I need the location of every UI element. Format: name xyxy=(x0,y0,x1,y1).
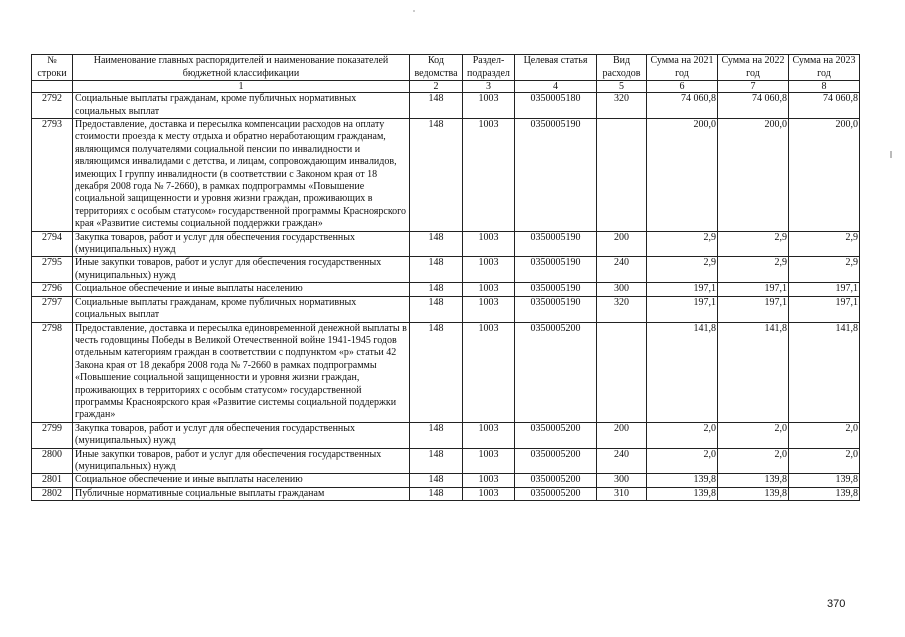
row-razdel: 1003 xyxy=(463,296,515,322)
row-razdel: 1003 xyxy=(463,231,515,257)
row-sum-2021: 139,8 xyxy=(647,474,718,487)
row-sum-2023: 2,9 xyxy=(789,231,860,257)
row-sum-2022: 2,0 xyxy=(718,448,789,474)
row-name: Публичные нормативные социальные выплаты гражданам xyxy=(73,487,410,500)
row-razdel: 1003 xyxy=(463,119,515,232)
row-number: 2794 xyxy=(32,231,73,257)
row-vedomstvo: 148 xyxy=(410,119,463,232)
row-sum-2022: 141,8 xyxy=(718,322,789,422)
row-sum-2021: 2,0 xyxy=(647,448,718,474)
header-vid: Вид расходов xyxy=(597,55,647,81)
row-statya: 0350005190 xyxy=(515,119,597,232)
table-row xyxy=(32,487,860,500)
table-body xyxy=(32,93,860,501)
row-vedomstvo: 148 xyxy=(410,296,463,322)
row-sum-2023: 197,1 xyxy=(789,283,860,296)
row-statya: 0350005200 xyxy=(515,322,597,422)
row-name: Иные закупки товаров, работ и услуг для обеспечения государственных (муниципальных) нужд xyxy=(73,448,410,474)
table-row xyxy=(32,93,860,119)
row-sum-2021: 200,0 xyxy=(647,119,718,232)
row-razdel: 1003 xyxy=(463,448,515,474)
row-statya: 0350005200 xyxy=(515,448,597,474)
table-row xyxy=(32,296,860,322)
row-statya: 0350005200 xyxy=(515,474,597,487)
table-row xyxy=(32,448,860,474)
row-sum-2022: 2,9 xyxy=(718,231,789,257)
table-row xyxy=(32,231,860,257)
row-sum-2021: 197,1 xyxy=(647,283,718,296)
page-number: 370 xyxy=(827,598,846,610)
table-row xyxy=(32,119,860,232)
row-name: Социальное обеспечение и иные выплаты населению xyxy=(73,283,410,296)
row-sum-2023: 2,9 xyxy=(789,257,860,283)
row-vid: 310 xyxy=(597,487,647,500)
column-index: 2 xyxy=(410,81,463,93)
row-razdel: 1003 xyxy=(463,322,515,422)
table-row xyxy=(32,474,860,487)
row-vid: 300 xyxy=(597,474,647,487)
column-index: 1 xyxy=(73,81,410,93)
row-sum-2022: 74 060,8 xyxy=(718,93,789,119)
row-vid: 240 xyxy=(597,448,647,474)
row-vedomstvo: 148 xyxy=(410,231,463,257)
row-number: 2802 xyxy=(32,487,73,500)
row-vedomstvo: 148 xyxy=(410,93,463,119)
row-statya: 0350005190 xyxy=(515,296,597,322)
row-number: 2798 xyxy=(32,322,73,422)
row-vid: 200 xyxy=(597,231,647,257)
row-name: Социальное обеспечение и иные выплаты населению xyxy=(73,474,410,487)
row-sum-2023: 197,1 xyxy=(789,296,860,322)
row-number: 2799 xyxy=(32,422,73,448)
column-index: 6 xyxy=(647,81,718,93)
table-row xyxy=(32,422,860,448)
row-vedomstvo: 148 xyxy=(410,487,463,500)
row-vedomstvo: 148 xyxy=(410,322,463,422)
row-number: 2796 xyxy=(32,283,73,296)
row-razdel: 1003 xyxy=(463,283,515,296)
row-name: Предоставление, доставка и пересылка единовременной денежной выплаты в честь годовщины Победы в Великой Отечественной войне 1941-1945 годов отдельным категориям граждан в соответствии с подпунктом «р» статьи 42 Закона края от 18 декабря 2008 года № 7-2660 в рамках подпрограммы «Повышение социальной защищенности и уровня жизни граждан, проживающих в территориях с особым статусом» государственной программы Красноярского края «Развитие системы социальной поддержки граждан» xyxy=(73,322,410,422)
row-statya: 0350005190 xyxy=(515,283,597,296)
row-vid: 320 xyxy=(597,93,647,119)
row-razdel: 1003 xyxy=(463,487,515,500)
row-sum-2023: 2,0 xyxy=(789,448,860,474)
row-razdel: 1003 xyxy=(463,257,515,283)
budget-table xyxy=(31,54,860,501)
column-index: 4 xyxy=(515,81,597,93)
column-index: 8 xyxy=(789,81,860,93)
header-razdel: Раздел-подраздел xyxy=(463,55,515,81)
row-sum-2023: 200,0 xyxy=(789,119,860,232)
row-vid xyxy=(597,119,647,232)
row-sum-2023: 74 060,8 xyxy=(789,93,860,119)
header-statya: Целевая статья xyxy=(515,55,597,81)
table-row xyxy=(32,283,860,296)
row-statya: 0350005200 xyxy=(515,422,597,448)
row-sum-2021: 2,9 xyxy=(647,231,718,257)
row-name: Социальные выплаты гражданам, кроме публичных нормативных социальных выплат xyxy=(73,93,410,119)
row-number: 2792 xyxy=(32,93,73,119)
row-statya: 0350005190 xyxy=(515,231,597,257)
row-vedomstvo: 148 xyxy=(410,474,463,487)
row-statya: 0350005200 xyxy=(515,487,597,500)
row-sum-2021: 197,1 xyxy=(647,296,718,322)
row-name: Иные закупки товаров, работ и услуг для обеспечения государственных (муниципальных) нужд xyxy=(73,257,410,283)
column-index-row xyxy=(32,81,860,93)
row-vedomstvo: 148 xyxy=(410,422,463,448)
scan-artifact xyxy=(413,10,415,12)
row-number: 2795 xyxy=(32,257,73,283)
row-vid: 320 xyxy=(597,296,647,322)
row-razdel: 1003 xyxy=(463,474,515,487)
row-sum-2022: 200,0 xyxy=(718,119,789,232)
scan-artifact xyxy=(890,151,892,158)
header-name: Наименование главных распорядителей и наименование показателей бюджетной классификации xyxy=(73,55,410,81)
row-vid xyxy=(597,322,647,422)
row-name: Предоставление, доставка и пересылка компенсации расходов на оплату стоимости проезда к месту отдыха и обратно неработающим гражданам, являющимся получателями социальной пенсии по инвалидности и являющимся инвалидами с детства, и лицам, сопровождающим инвалидов, имеющих I группу инвалидности (в соответствии с Законом края от 18 декабря 2008 года № 7-2660), в рамках подпрограммы «Повышение социальной защищенности и уровня жизни граждан, проживающих в территориях с особым статусом» государственной программы Красноярского края «Развитие системы социальной поддержки граждан» xyxy=(73,119,410,232)
row-vedomstvo: 148 xyxy=(410,448,463,474)
row-vedomstvo: 148 xyxy=(410,283,463,296)
row-name: Закупка товаров, работ и услуг для обеспечения государственных (муниципальных) нужд xyxy=(73,231,410,257)
header-num: № строки xyxy=(32,55,73,81)
row-razdel: 1003 xyxy=(463,93,515,119)
row-name: Закупка товаров, работ и услуг для обеспечения государственных (муниципальных) нужд xyxy=(73,422,410,448)
row-sum-2023: 2,0 xyxy=(789,422,860,448)
row-vid: 200 xyxy=(597,422,647,448)
row-number: 2800 xyxy=(32,448,73,474)
row-sum-2022: 139,8 xyxy=(718,474,789,487)
row-number: 2801 xyxy=(32,474,73,487)
column-index xyxy=(32,81,73,93)
row-sum-2021: 74 060,8 xyxy=(647,93,718,119)
header-sum-2023: Сумма на 2023 год xyxy=(789,55,860,81)
row-sum-2022: 2,9 xyxy=(718,257,789,283)
row-razdel: 1003 xyxy=(463,422,515,448)
row-sum-2022: 197,1 xyxy=(718,283,789,296)
row-sum-2021: 141,8 xyxy=(647,322,718,422)
row-sum-2021: 139,8 xyxy=(647,487,718,500)
row-vedomstvo: 148 xyxy=(410,257,463,283)
row-statya: 0350005180 xyxy=(515,93,597,119)
row-sum-2023: 139,8 xyxy=(789,487,860,500)
row-statya: 0350005190 xyxy=(515,257,597,283)
row-number: 2797 xyxy=(32,296,73,322)
row-sum-2022: 2,0 xyxy=(718,422,789,448)
table-header-row xyxy=(32,55,860,81)
column-index: 7 xyxy=(718,81,789,93)
table-row xyxy=(32,257,860,283)
row-vid: 240 xyxy=(597,257,647,283)
row-name: Социальные выплаты гражданам, кроме публичных нормативных социальных выплат xyxy=(73,296,410,322)
row-sum-2023: 141,8 xyxy=(789,322,860,422)
row-sum-2021: 2,9 xyxy=(647,257,718,283)
row-number: 2793 xyxy=(32,119,73,232)
row-sum-2022: 139,8 xyxy=(718,487,789,500)
budget-table-sheet xyxy=(31,54,859,501)
row-vid: 300 xyxy=(597,283,647,296)
column-index: 5 xyxy=(597,81,647,93)
table-row xyxy=(32,322,860,422)
header-vedomstvo: Код ведомства xyxy=(410,55,463,81)
row-sum-2021: 2,0 xyxy=(647,422,718,448)
row-sum-2022: 197,1 xyxy=(718,296,789,322)
header-sum-2021: Сумма на 2021 год xyxy=(647,55,718,81)
row-sum-2023: 139,8 xyxy=(789,474,860,487)
header-sum-2022: Сумма на 2022 год xyxy=(718,55,789,81)
column-index: 3 xyxy=(463,81,515,93)
